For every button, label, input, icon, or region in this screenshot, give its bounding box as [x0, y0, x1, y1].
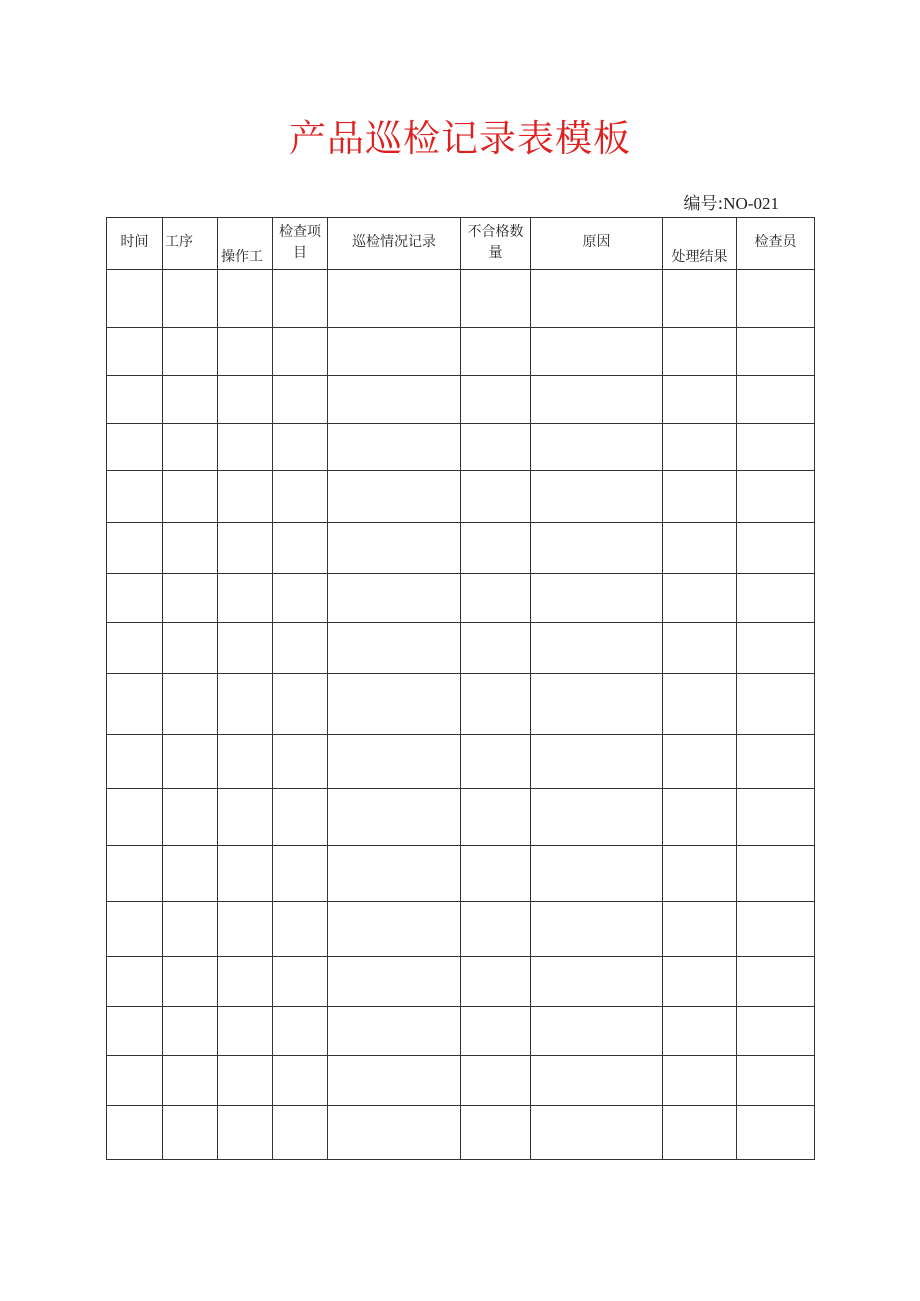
table-row	[107, 270, 815, 328]
cell-inspector[interactable]	[737, 424, 815, 471]
header-inspector: 检查员	[737, 218, 815, 270]
cell-process[interactable]	[163, 902, 218, 957]
cell-inspection-item[interactable]	[273, 328, 328, 376]
cell-operator[interactable]	[218, 1106, 273, 1160]
cell-process[interactable]	[163, 574, 218, 623]
cell-time[interactable]	[107, 376, 163, 424]
table-row	[107, 424, 815, 471]
cell-reason[interactable]	[531, 1106, 663, 1160]
cell-operator[interactable]	[218, 789, 273, 846]
cell-time[interactable]	[107, 902, 163, 957]
cell-process[interactable]	[163, 523, 218, 574]
cell-inspector[interactable]	[737, 270, 815, 328]
cell-reason[interactable]	[531, 623, 663, 674]
cell-patrol-record[interactable]	[328, 846, 461, 902]
cell-nonconforming-qty[interactable]	[461, 424, 531, 471]
cell-process[interactable]	[163, 846, 218, 902]
cell-inspection-item[interactable]	[273, 789, 328, 846]
cell-reason[interactable]	[531, 376, 663, 424]
cell-process[interactable]	[163, 674, 218, 735]
document-number	[684, 192, 779, 216]
table-row	[107, 735, 815, 789]
header-nonconforming-qty: 不合格数量	[461, 218, 531, 270]
header-process: 工序	[163, 218, 218, 270]
table-row	[107, 1056, 815, 1106]
cell-inspection-item[interactable]	[273, 471, 328, 523]
cell-nonconforming-qty[interactable]	[461, 846, 531, 902]
cell-time[interactable]	[107, 1056, 163, 1106]
cell-reason[interactable]	[531, 957, 663, 1007]
cell-time[interactable]	[107, 471, 163, 523]
cell-reason[interactable]	[531, 1056, 663, 1106]
cell-inspection-item[interactable]	[273, 523, 328, 574]
cell-handling-result[interactable]	[663, 1056, 737, 1106]
cell-process[interactable]	[163, 270, 218, 328]
cell-process[interactable]	[163, 957, 218, 1007]
cell-nonconforming-qty[interactable]	[461, 735, 531, 789]
cell-patrol-record[interactable]	[328, 735, 461, 789]
cell-time[interactable]	[107, 328, 163, 376]
cell-nonconforming-qty[interactable]	[461, 1056, 531, 1106]
cell-inspector[interactable]	[737, 376, 815, 424]
cell-process[interactable]	[163, 471, 218, 523]
cell-time[interactable]	[107, 574, 163, 623]
cell-operator[interactable]	[218, 846, 273, 902]
cell-nonconforming-qty[interactable]	[461, 1007, 531, 1056]
cell-reason[interactable]	[531, 270, 663, 328]
cell-time[interactable]	[107, 1007, 163, 1056]
cell-process[interactable]	[163, 424, 218, 471]
cell-operator[interactable]	[218, 523, 273, 574]
cell-time[interactable]	[107, 735, 163, 789]
cell-operator[interactable]	[218, 1056, 273, 1106]
header-time: 时间	[107, 218, 163, 270]
table-header-row	[107, 218, 815, 270]
cell-operator[interactable]	[218, 471, 273, 523]
cell-nonconforming-qty[interactable]	[461, 376, 531, 424]
cell-reason[interactable]	[531, 674, 663, 735]
header-reason: 原因	[531, 218, 663, 270]
cell-nonconforming-qty[interactable]	[461, 1106, 531, 1160]
cell-process[interactable]	[163, 789, 218, 846]
cell-operator[interactable]	[218, 424, 273, 471]
document-number-value: NO-021	[723, 194, 779, 213]
header-patrol-record: 巡检情况记录	[328, 218, 461, 270]
document-number-label: 编号:	[683, 194, 724, 214]
table-row	[107, 623, 815, 674]
cell-inspection-item[interactable]	[273, 957, 328, 1007]
cell-patrol-record[interactable]	[328, 1056, 461, 1106]
cell-patrol-record[interactable]	[328, 789, 461, 846]
cell-reason[interactable]	[531, 471, 663, 523]
cell-time[interactable]	[107, 1106, 163, 1160]
cell-patrol-record[interactable]	[328, 957, 461, 1007]
cell-patrol-record[interactable]	[328, 523, 461, 574]
cell-inspector[interactable]	[737, 957, 815, 1007]
cell-inspector[interactable]	[737, 471, 815, 523]
cell-reason[interactable]	[531, 424, 663, 471]
table-row	[107, 1106, 815, 1160]
table-body	[107, 270, 815, 1160]
cell-handling-result[interactable]	[663, 846, 737, 902]
cell-handling-result[interactable]	[663, 957, 737, 1007]
cell-nonconforming-qty[interactable]	[461, 270, 531, 328]
cell-process[interactable]	[163, 328, 218, 376]
table-row	[107, 846, 815, 902]
cell-inspector[interactable]	[737, 735, 815, 789]
cell-patrol-record[interactable]	[328, 623, 461, 674]
cell-handling-result[interactable]	[663, 471, 737, 523]
cell-patrol-record[interactable]	[328, 902, 461, 957]
table-row	[107, 957, 815, 1007]
cell-inspection-item[interactable]	[273, 846, 328, 902]
cell-time[interactable]	[107, 623, 163, 674]
cell-inspector[interactable]	[737, 902, 815, 957]
cell-inspection-item[interactable]	[273, 1106, 328, 1160]
cell-operator[interactable]	[218, 735, 273, 789]
cell-time[interactable]	[107, 674, 163, 735]
cell-operator[interactable]	[218, 574, 273, 623]
cell-operator[interactable]	[218, 328, 273, 376]
cell-inspector[interactable]	[737, 1056, 815, 1106]
cell-handling-result[interactable]	[663, 674, 737, 735]
cell-reason[interactable]	[531, 846, 663, 902]
cell-operator[interactable]	[218, 674, 273, 735]
cell-process[interactable]	[163, 1056, 218, 1106]
cell-time[interactable]	[107, 957, 163, 1007]
table-row	[107, 1007, 815, 1056]
cell-inspector[interactable]	[737, 623, 815, 674]
cell-inspector[interactable]	[737, 523, 815, 574]
cell-handling-result[interactable]	[663, 523, 737, 574]
cell-patrol-record[interactable]	[328, 574, 461, 623]
cell-inspection-item[interactable]	[273, 674, 328, 735]
cell-patrol-record[interactable]	[328, 376, 461, 424]
cell-time[interactable]	[107, 789, 163, 846]
cell-handling-result[interactable]	[663, 270, 737, 328]
table-row	[107, 376, 815, 424]
cell-inspection-item[interactable]	[273, 376, 328, 424]
table-row	[107, 674, 815, 735]
cell-nonconforming-qty[interactable]	[461, 471, 531, 523]
cell-time[interactable]	[107, 523, 163, 574]
cell-reason[interactable]	[531, 789, 663, 846]
cell-patrol-record[interactable]	[328, 424, 461, 471]
cell-operator[interactable]	[218, 270, 273, 328]
cell-patrol-record[interactable]	[328, 270, 461, 328]
table-row	[107, 902, 815, 957]
cell-inspector[interactable]	[737, 574, 815, 623]
cell-inspector[interactable]	[737, 846, 815, 902]
cell-operator[interactable]	[218, 957, 273, 1007]
cell-process[interactable]	[163, 623, 218, 674]
cell-time[interactable]	[107, 424, 163, 471]
cell-reason[interactable]	[531, 902, 663, 957]
cell-nonconforming-qty[interactable]	[461, 957, 531, 1007]
cell-operator[interactable]	[218, 902, 273, 957]
cell-handling-result[interactable]	[663, 789, 737, 846]
document-title: 产品巡检记录表模板	[289, 117, 631, 160]
cell-nonconforming-qty[interactable]	[461, 902, 531, 957]
cell-inspector[interactable]	[737, 328, 815, 376]
cell-nonconforming-qty[interactable]	[461, 789, 531, 846]
table-row	[107, 789, 815, 846]
cell-handling-result[interactable]	[663, 574, 737, 623]
table-row	[107, 574, 815, 623]
cell-handling-result[interactable]	[663, 735, 737, 789]
cell-operator[interactable]	[218, 376, 273, 424]
cell-patrol-record[interactable]	[328, 328, 461, 376]
cell-operator[interactable]	[218, 1007, 273, 1056]
cell-reason[interactable]	[531, 735, 663, 789]
cell-patrol-record[interactable]	[328, 1106, 461, 1160]
cell-time[interactable]	[107, 846, 163, 902]
cell-process[interactable]	[163, 1007, 218, 1056]
cell-inspection-item[interactable]	[273, 424, 328, 471]
cell-inspection-item[interactable]	[273, 735, 328, 789]
cell-operator[interactable]	[218, 623, 273, 674]
cell-nonconforming-qty[interactable]	[461, 674, 531, 735]
cell-inspector[interactable]	[737, 1106, 815, 1160]
cell-handling-result[interactable]	[663, 1007, 737, 1056]
cell-patrol-record[interactable]	[328, 1007, 461, 1056]
patrol-inspection-table	[106, 217, 815, 1160]
cell-handling-result[interactable]	[663, 376, 737, 424]
cell-nonconforming-qty[interactable]	[461, 328, 531, 376]
cell-reason[interactable]	[531, 523, 663, 574]
cell-inspection-item[interactable]	[273, 1056, 328, 1106]
cell-inspector[interactable]	[737, 1007, 815, 1056]
cell-reason[interactable]	[531, 574, 663, 623]
cell-handling-result[interactable]	[663, 902, 737, 957]
cell-handling-result[interactable]	[663, 623, 737, 674]
cell-inspector[interactable]	[737, 789, 815, 846]
cell-reason[interactable]	[531, 1007, 663, 1056]
cell-patrol-record[interactable]	[328, 674, 461, 735]
table-row	[107, 471, 815, 523]
cell-process[interactable]	[163, 376, 218, 424]
cell-reason[interactable]	[531, 328, 663, 376]
cell-nonconforming-qty[interactable]	[461, 574, 531, 623]
cell-process[interactable]	[163, 735, 218, 789]
header-operator: 操作工	[218, 218, 273, 270]
cell-inspection-item[interactable]	[273, 902, 328, 957]
cell-nonconforming-qty[interactable]	[461, 523, 531, 574]
cell-handling-result[interactable]	[663, 424, 737, 471]
cell-inspection-item[interactable]	[273, 623, 328, 674]
table-row	[107, 328, 815, 376]
cell-time[interactable]	[107, 270, 163, 328]
cell-handling-result[interactable]	[663, 1106, 737, 1160]
cell-nonconforming-qty[interactable]	[461, 623, 531, 674]
header-handling-result: 处理结果	[663, 218, 737, 270]
header-inspection-item: 检查项目	[273, 218, 328, 270]
table-row	[107, 523, 815, 574]
cell-inspection-item[interactable]	[273, 270, 328, 328]
cell-process[interactable]	[163, 1106, 218, 1160]
cell-handling-result[interactable]	[663, 328, 737, 376]
cell-patrol-record[interactable]	[328, 471, 461, 523]
cell-inspector[interactable]	[737, 674, 815, 735]
cell-inspection-item[interactable]	[273, 1007, 328, 1056]
cell-inspection-item[interactable]	[273, 574, 328, 623]
